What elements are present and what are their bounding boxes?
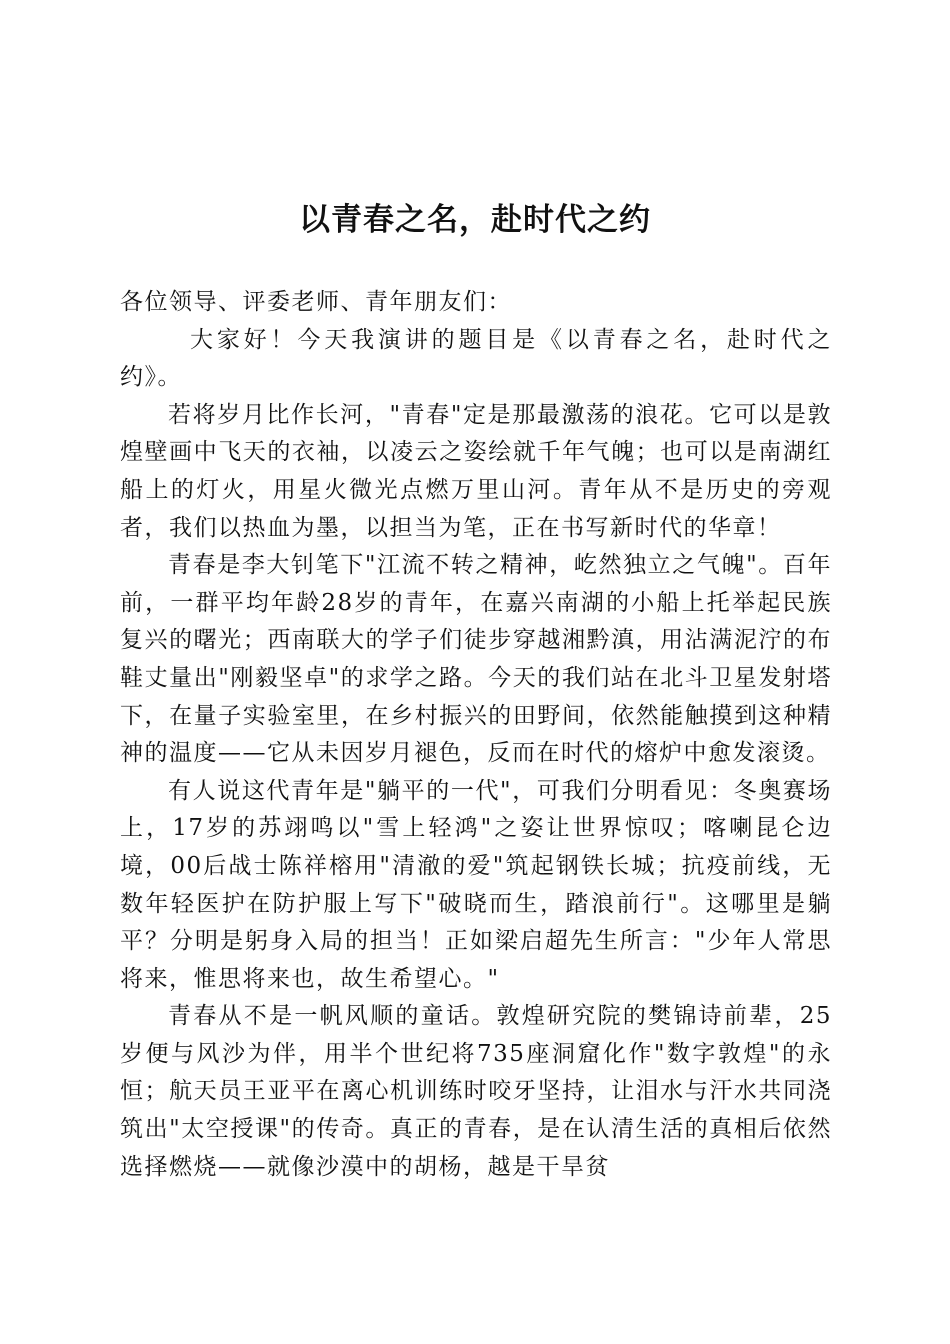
body-paragraph: 若将岁月比作长河，"青春"定是那最激荡的浪花。它可以是敦煌壁画中飞天的衣袖，以凌云之姿绘就千年气魄；也可以是南湖红船上的灯火，用星火微光点燃万里山河。青年从不是历史的旁观者，我们以热血为墨，以担当为笔，正在书写新时代的华章！ [120, 401, 832, 541]
greeting-paragraph: 大家好！今天我演讲的题目是《以青春之名，赴时代之约》。 [120, 326, 832, 391]
salutation: 各位领导、评委老师、青年朋友们： [120, 289, 512, 315]
body-paragraph: 青春是李大钊笔下"江流不转之精神，屹然独立之气魄"。百年前，一群平均年龄28岁的青年，在嘉兴南湖的小船上托举起民族复兴的曙光；西南联大的学子们徒步穿越湘黔滇，用沾满泥泞的布鞋丈量出"刚毅坚卓"的求学之路。今天的我们站在北斗卫星发射塔下，在量子实验室里，在乡村振兴的田野间，依然能触摸到这种精神的温度——它从未因岁月褪色，反而在时代的熔炉中愈发滚烫。 [120, 552, 832, 767]
document-body [120, 284, 832, 1186]
body-paragraph: 有人说这代青年是"躺平的一代"，可我们分明看见：冬奥赛场上，17岁的苏翊鸣以"雪上轻鸿"之姿让世界惊叹；喀喇昆仑边境，00后战士陈祥榕用"清澈的爱"筑起钢铁长城；抗疫前线，无数年轻医护在防护服上写下"破晓而生，踏浪前行"。这哪里是躺平？分明是躬身入局的担当！正如梁启超先生所言："少年人常思将来，惟思将来也，故生希望心。" [120, 777, 832, 992]
body-paragraph: 青春从不是一帆风顺的童话。敦煌研究院的樊锦诗前辈，25岁便与风沙为伴，用半个世纪将735座洞窟化作"数字敦煌"的永恒；航天员王亚平在离心机训练时咬牙坚持，让泪水与汗水共同浇筑出"太空授课"的传奇。真正的青春，是在认清生活的真相后依然选择燃烧——就像沙漠中的胡杨，越是干旱贫 [120, 1003, 832, 1180]
document-title: 以青春之名，赴时代之约 [299, 202, 651, 238]
